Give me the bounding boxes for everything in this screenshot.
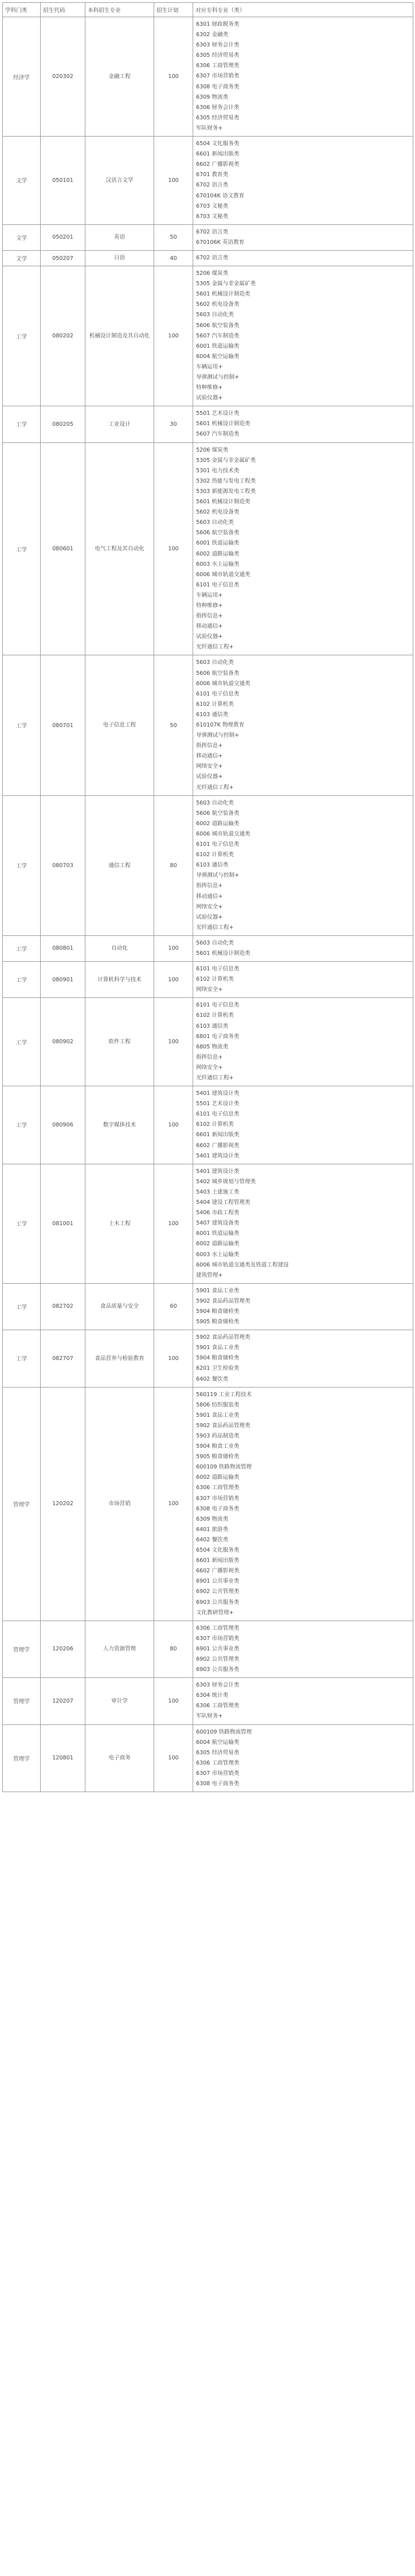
- specialty-item: 建筑管理+: [196, 1272, 223, 1279]
- specialty-item: 6102 计算机类: [196, 1012, 234, 1019]
- specialty-item: 特种维修+: [196, 602, 223, 609]
- row-code: 120801: [41, 1724, 85, 1792]
- specialty-item: 5902 食品药品管理类: [196, 1422, 250, 1429]
- row-category: 文学: [3, 250, 41, 266]
- row-category: 管理学: [3, 1678, 41, 1724]
- row-code: 050201: [41, 224, 85, 250]
- specialty-item: 6504 文化服务类: [196, 141, 240, 147]
- row-category: 工学: [3, 1330, 41, 1387]
- row-code: 080205: [41, 406, 85, 442]
- specialty-item: 5606 航空装备类: [196, 810, 240, 817]
- row-category: 工学: [3, 795, 41, 935]
- table-row: [3, 1724, 413, 1792]
- row-plan: 100: [154, 962, 193, 998]
- specialty-item: 6601 新闻出版类: [196, 1557, 240, 1564]
- specialty-item: 车辆运用+: [196, 592, 223, 599]
- specialty-item: 6002 道路运输类: [196, 550, 240, 557]
- specialty-item: 5601 机械设计制造类: [196, 291, 250, 298]
- table-row: [3, 795, 413, 935]
- specialty-item: 5905 粮食储检类: [196, 1454, 240, 1460]
- table-row: [3, 1621, 413, 1677]
- specialty-item: 5601 机械设计制造类: [196, 499, 250, 506]
- row-major: 通信工程: [85, 795, 154, 935]
- row-category: 工学: [3, 1086, 41, 1164]
- row-specialties: [193, 224, 413, 250]
- row-major: 汉语言文学: [85, 137, 154, 225]
- specialty-item: 6805 物流类: [196, 1043, 229, 1050]
- specialty-item: 5603 自动化类: [196, 939, 234, 946]
- row-code: 120207: [41, 1678, 85, 1724]
- specialty-item: 5606 航空装备类: [196, 670, 240, 677]
- row-code: 120206: [41, 1621, 85, 1677]
- specialty-item: 5606 航空装备类: [196, 322, 240, 329]
- specialty-item: 6002 道路运输类: [196, 820, 240, 827]
- row-specialties: [193, 1678, 413, 1724]
- row-category: 工学: [3, 1283, 41, 1330]
- specialty-item: 6001 铁道运输类: [196, 540, 240, 547]
- specialty-item: 600109 铁路物流管理: [196, 1728, 252, 1735]
- specialty-item: 6304 统计类: [196, 1692, 229, 1699]
- row-category: 工学: [3, 266, 41, 406]
- row-code: 080801: [41, 935, 85, 961]
- row-major: 英语: [85, 224, 154, 250]
- row-plan: 100: [154, 137, 193, 225]
- specialty-item: 指挥信息+: [196, 743, 223, 749]
- row-code: 080701: [41, 655, 85, 795]
- specialty-item: 光纤通信工程+: [196, 1075, 234, 1081]
- row-plan: 100: [154, 1724, 193, 1792]
- specialty-item: 610107K 物理教育: [196, 722, 245, 728]
- specialty-item: 6307 市场营销类: [196, 1770, 240, 1777]
- header-major: 本科招生专业: [85, 3, 154, 17]
- specialty-item: 6902 公共管理类: [196, 1656, 240, 1662]
- specialty-item: 6001 铁道运输类: [196, 343, 240, 349]
- header-plan: 招生计划: [154, 3, 193, 17]
- specialty-item: 5903 药品制造类: [196, 1433, 240, 1439]
- row-plan: 100: [154, 442, 193, 655]
- specialty-item: 导弹测试与控制+: [196, 732, 240, 739]
- specialty-item: 5301 电力技术类: [196, 467, 240, 474]
- row-specialties: [193, 442, 413, 655]
- row-category: 管理学: [3, 1724, 41, 1792]
- specialty-item: 5806 纺织服装类: [196, 1401, 240, 1408]
- row-category: 工学: [3, 406, 41, 442]
- specialty-item: 6901 公共事业类: [196, 1645, 240, 1652]
- table-row: [3, 1387, 413, 1621]
- specialty-item: 6309 物流类: [196, 1516, 229, 1522]
- row-category: 工学: [3, 442, 41, 655]
- specialty-item: 6703 文秘类: [196, 213, 229, 220]
- row-specialties: [193, 406, 413, 442]
- specialty-item: 移动通信+: [196, 753, 223, 760]
- table-row: [3, 406, 413, 442]
- row-major: 日语: [85, 250, 154, 266]
- table-row: [3, 442, 413, 655]
- specialty-item: 670104K 语文教育: [196, 192, 245, 199]
- row-code: 082702: [41, 1283, 85, 1330]
- specialty-item: 5603 自动化类: [196, 519, 234, 526]
- specialty-item: 军队财务+: [196, 1713, 223, 1720]
- row-major: 土木工程: [85, 1164, 154, 1283]
- table-row: [3, 935, 413, 961]
- row-plan: 40: [154, 250, 193, 266]
- specialty-item: 6702 语言类: [196, 254, 229, 261]
- specialty-item: 试验仪器+: [196, 634, 223, 640]
- specialty-item: 600109 铁路物流管理: [196, 1464, 252, 1471]
- specialty-item: 5305 金属与非金属矿类: [196, 281, 256, 287]
- specialty-item: 导弹测试与控制+: [196, 374, 240, 380]
- row-code: 050207: [41, 250, 85, 266]
- specialty-item: 5901 食品工业类: [196, 1287, 240, 1294]
- specialty-item: 6002 道路运输类: [196, 1474, 240, 1481]
- specialty-item: 导弹测试与控制+: [196, 872, 240, 879]
- header-code: 招生代码: [41, 3, 85, 17]
- table-row: [3, 998, 413, 1086]
- row-category: 工学: [3, 935, 41, 961]
- specialty-item: 6308 电子商务类: [196, 1781, 240, 1787]
- table-body: [3, 17, 413, 1792]
- specialty-item: 网络安全+: [196, 763, 223, 770]
- specialty-item: 6001 铁道运输类: [196, 1230, 240, 1237]
- row-code: 120202: [41, 1387, 85, 1621]
- row-category: 管理学: [3, 1621, 41, 1677]
- specialty-item: 5901 食品工业类: [196, 1345, 240, 1351]
- row-specialties: [193, 250, 413, 266]
- specialty-item: 6004 航空运输类: [196, 353, 240, 360]
- specialty-item: 车辆运用+: [196, 363, 223, 370]
- row-category: 工学: [3, 998, 41, 1086]
- specialty-item: 6101 电子信息类: [196, 841, 240, 848]
- row-major: 机械设计制造及其自动化: [85, 266, 154, 406]
- specialty-item: 6401 旅游类: [196, 1526, 229, 1533]
- specialty-item: 6101 电子信息类: [196, 690, 240, 697]
- row-specialties: [193, 137, 413, 225]
- row-specialties: [193, 1724, 413, 1792]
- specialty-item: 移动通信+: [196, 623, 223, 630]
- specialty-item: 6402 餐饮类: [196, 1376, 229, 1382]
- specialty-item: 6702 语言类: [196, 228, 229, 235]
- specialty-item: 5902 食品药品管理类: [196, 1297, 250, 1304]
- specialty-item: 移动通信+: [196, 893, 223, 900]
- specialty-item: 网络安全+: [196, 986, 223, 993]
- specialty-item: 6307 市场营销类: [196, 1495, 240, 1502]
- row-specialties: [193, 1086, 413, 1164]
- specialty-item: 指挥信息+: [196, 883, 223, 889]
- specialty-item: 6006 城市轨道交通类: [196, 571, 250, 578]
- specialty-item: 5902 食品药品管理类: [196, 1334, 250, 1341]
- specialty-item: 网络安全+: [196, 1064, 223, 1071]
- specialty-item: 6601 新闻出版类: [196, 151, 240, 158]
- header-category: 学科门类: [3, 3, 41, 17]
- header-specialties: 对应专科专业（类）: [193, 3, 413, 17]
- row-specialties: [193, 1164, 413, 1283]
- row-plan: 80: [154, 1621, 193, 1677]
- specialty-item: 5905 粮食储检类: [196, 1319, 240, 1326]
- specialty-item: 6306 财务会计类: [196, 104, 240, 111]
- row-major: 自动化: [85, 935, 154, 961]
- table-row: [3, 655, 413, 795]
- row-category: 文学: [3, 224, 41, 250]
- specialty-item: 670106K 英语教育: [196, 239, 245, 246]
- specialty-item: 6004 航空运输类: [196, 1739, 240, 1746]
- table-row: [3, 224, 413, 250]
- specialty-item: 5901 食品工业类: [196, 1412, 240, 1419]
- row-major: 市场营销: [85, 1387, 154, 1621]
- specialty-item: 6003 水上运输类: [196, 561, 240, 568]
- row-specialties: [193, 1621, 413, 1677]
- specialty-item: 6102 计算机类: [196, 976, 234, 983]
- row-plan: 100: [154, 1330, 193, 1387]
- specialty-item: 560119 工业工程技术: [196, 1391, 252, 1398]
- row-specialties: [193, 962, 413, 998]
- row-plan: 100: [154, 1164, 193, 1283]
- specialty-item: 5305 金属与非金属矿类: [196, 457, 256, 464]
- table-row: [3, 1164, 413, 1283]
- specialty-item: 6703 文秘类: [196, 203, 229, 209]
- row-plan: 30: [154, 406, 193, 442]
- specialty-item: 6305 经济贸易类: [196, 1749, 240, 1756]
- row-specialties: [193, 17, 413, 137]
- specialty-item: 6303 财务会计类: [196, 42, 240, 49]
- row-plan: 100: [154, 266, 193, 406]
- table-row: [3, 1283, 413, 1330]
- row-plan: 100: [154, 935, 193, 961]
- row-major: 数字媒体技术: [85, 1086, 154, 1164]
- row-major: 电子信息工程: [85, 655, 154, 795]
- specialty-item: 6902 公共管理类: [196, 1588, 240, 1595]
- specialty-item: 光纤通信工程+: [196, 644, 234, 651]
- row-major: 电气工程及其自动化: [85, 442, 154, 655]
- specialty-item: 6102 计算机类: [196, 701, 234, 708]
- table-row: [3, 962, 413, 998]
- specialty-item: 6303 财务会计类: [196, 1682, 240, 1689]
- specialty-item: 6801 电子商务类: [196, 1033, 240, 1040]
- specialty-item: 6103 通信类: [196, 1023, 229, 1029]
- row-code: 080902: [41, 998, 85, 1086]
- specialty-item: 5904 粮食工业类: [196, 1443, 240, 1450]
- specialty-item: 光纤通信工程+: [196, 924, 234, 931]
- specialty-item: 6305 经济贸易类: [196, 52, 240, 59]
- specialty-item: 指挥信息+: [196, 613, 223, 620]
- specialty-item: 6307 市场营销类: [196, 73, 240, 80]
- row-major: 人力资源管理: [85, 1621, 154, 1677]
- specialty-item: 5602 机电设备类: [196, 301, 240, 308]
- row-major: 计算机科学与技术: [85, 962, 154, 998]
- specialty-item: 指挥信息+: [196, 1054, 223, 1060]
- row-code: 080901: [41, 962, 85, 998]
- specialty-item: 5904 粮食储检类: [196, 1355, 240, 1362]
- row-category: 工学: [3, 962, 41, 998]
- specialty-item: 6701 教育类: [196, 172, 229, 178]
- row-plan: 50: [154, 224, 193, 250]
- specialty-item: 6602 广播影视类: [196, 161, 240, 168]
- specialty-item: 5501 艺术设计类: [196, 1101, 240, 1108]
- specialty-item: 5606 航空装备类: [196, 530, 240, 537]
- specialty-item: 6006 城市轨道交通类: [196, 680, 250, 687]
- specialty-item: 文化教研管理+: [196, 1609, 234, 1616]
- specialty-item: 6101 电子信息类: [196, 1111, 240, 1118]
- specialty-item: 5501 艺术设计类: [196, 410, 240, 417]
- specialty-item: 6504 文化服务类: [196, 1547, 240, 1554]
- table-row: [3, 1678, 413, 1724]
- specialty-item: 6301 财政税务类: [196, 21, 240, 28]
- table-header-row: [3, 3, 413, 17]
- specialty-item: 6309 物流类: [196, 94, 229, 100]
- specialty-item: 6901 公共事业类: [196, 1578, 240, 1585]
- specialty-item: 5401 建筑设计类: [196, 1152, 240, 1159]
- specialty-item: 5206 煤炭类: [196, 270, 229, 277]
- specialty-item: 试验仪器+: [196, 395, 223, 402]
- specialty-item: 6702 语言类: [196, 182, 229, 189]
- row-major: 软件工程: [85, 998, 154, 1086]
- specialty-item: 6306 工商管理类: [196, 63, 240, 69]
- specialty-item: 5601 机械设计制造类: [196, 950, 250, 957]
- row-plan: 100: [154, 17, 193, 137]
- specialty-item: 6903 公共服务类: [196, 1599, 240, 1606]
- specialty-item: 特种维修+: [196, 384, 223, 391]
- specialty-item: 5601 机械设计制造类: [196, 421, 250, 428]
- specialty-item: 6101 电子信息类: [196, 581, 240, 588]
- specialty-item: 6306 工商管理类: [196, 1703, 240, 1709]
- specialty-item: 6307 市场营销类: [196, 1635, 240, 1642]
- row-specialties: [193, 935, 413, 961]
- specialty-item: 6306 工商管理类: [196, 1485, 240, 1491]
- row-major: 金融工程: [85, 17, 154, 137]
- specialty-item: 5406 市政工程类: [196, 1210, 240, 1217]
- specialty-item: 5303 新能源发电工程类: [196, 488, 256, 495]
- row-specialties: [193, 795, 413, 935]
- row-plan: 60: [154, 1283, 193, 1330]
- row-code: 082707: [41, 1330, 85, 1387]
- specialty-item: 5603 自动化类: [196, 312, 234, 318]
- specialty-item: 6002 道路运输类: [196, 1241, 240, 1248]
- row-plan: 100: [154, 1387, 193, 1621]
- row-plan: 80: [154, 795, 193, 935]
- specialty-item: 5302 热能与发电工程类: [196, 477, 256, 484]
- row-specialties: [193, 1387, 413, 1621]
- specialty-item: 5407 建筑设备类: [196, 1220, 240, 1227]
- table-row: [3, 1086, 413, 1164]
- specialty-item: 5401 建筑设计类: [196, 1168, 240, 1175]
- specialty-item: 6601 新闻出版类: [196, 1132, 240, 1139]
- table-row: [3, 137, 413, 225]
- row-specialties: [193, 1330, 413, 1387]
- specialty-item: 5404 建设工程管理类: [196, 1199, 250, 1206]
- specialty-item: 6306 工商管理类: [196, 1759, 240, 1766]
- specialty-item: 6006 城市轨道交通类: [196, 830, 250, 837]
- row-code: 080601: [41, 442, 85, 655]
- specialty-item: 6103 通信类: [196, 862, 229, 869]
- specialty-item: 6302 金融类: [196, 32, 229, 38]
- row-code: 080703: [41, 795, 85, 935]
- specialty-item: 6903 公共服务类: [196, 1666, 240, 1673]
- row-category: 工学: [3, 1164, 41, 1283]
- specialty-item: 6006 城市轨道交通类及铁道工程建设: [196, 1261, 289, 1268]
- row-major: 电子商务: [85, 1724, 154, 1792]
- specialty-item: 6101 电子信息类: [196, 1002, 240, 1009]
- specialty-item: 军队财务+: [196, 125, 223, 131]
- specialty-item: 6602 广播影视类: [196, 1142, 240, 1149]
- table-row: [3, 1330, 413, 1387]
- row-code: 081001: [41, 1164, 85, 1283]
- table-row: [3, 17, 413, 137]
- specialty-item: 6102 计算机类: [196, 852, 234, 858]
- specialty-item: 5401 建筑设计类: [196, 1090, 240, 1097]
- row-code: 080906: [41, 1086, 85, 1164]
- admission-table: [2, 2, 413, 1792]
- specialty-item: 6102 计算机类: [196, 1121, 234, 1128]
- specialty-item: 5904 粮食储检类: [196, 1308, 240, 1315]
- row-code: 080202: [41, 266, 85, 406]
- specialty-item: 5602 机电设备类: [196, 509, 240, 516]
- row-category: 文学: [3, 137, 41, 225]
- table-row: [3, 250, 413, 266]
- row-category: 工学: [3, 655, 41, 795]
- table-row: [3, 266, 413, 406]
- specialty-item: 光纤通信工程+: [196, 784, 234, 791]
- row-major: 食品营养与检验教育: [85, 1330, 154, 1387]
- row-specialties: [193, 655, 413, 795]
- specialty-item: 6003 水上运输类: [196, 1251, 240, 1258]
- specialty-item: 6103 通信类: [196, 711, 229, 718]
- specialty-item: 6402 餐饮类: [196, 1536, 229, 1543]
- row-code: 020302: [41, 17, 85, 137]
- row-major: 食品质量与安全: [85, 1283, 154, 1330]
- row-plan: 100: [154, 998, 193, 1086]
- specialty-item: 6101 电子信息类: [196, 966, 240, 973]
- specialty-item: 网络安全+: [196, 903, 223, 910]
- specialty-item: 6602 广播影视类: [196, 1568, 240, 1575]
- row-major: 工业设计: [85, 406, 154, 442]
- row-major: 审计学: [85, 1678, 154, 1724]
- specialty-item: 6201 卫生检验类: [196, 1365, 240, 1372]
- row-plan: 50: [154, 655, 193, 795]
- specialty-item: 5206 煤炭类: [196, 446, 229, 453]
- specialty-item: 5603 自动化类: [196, 659, 234, 666]
- row-specialties: [193, 1283, 413, 1330]
- specialty-item: 5403 土建施工类: [196, 1188, 240, 1195]
- specialty-item: 6308 电子商务类: [196, 1505, 240, 1512]
- row-category: 管理学: [3, 1387, 41, 1621]
- specialty-item: 6306 工商管理类: [196, 1625, 240, 1631]
- specialty-item: 试验仪器+: [196, 774, 223, 780]
- row-code: 050101: [41, 137, 85, 225]
- specialty-item: 6308 电子商务类: [196, 83, 240, 90]
- row-plan: 100: [154, 1678, 193, 1724]
- specialty-item: 5607 汽车制造类: [196, 332, 240, 339]
- row-plan: 100: [154, 1086, 193, 1164]
- row-specialties: [193, 266, 413, 406]
- specialty-item: 5402 城乡规划与管理类: [196, 1178, 256, 1185]
- specialty-item: 5607 汽车制造类: [196, 431, 240, 438]
- specialty-item: 5603 自动化类: [196, 799, 234, 806]
- specialty-item: 试验仪器+: [196, 914, 223, 920]
- specialty-item: 6305 经济贸易类: [196, 114, 240, 121]
- row-category: 经济学: [3, 17, 41, 137]
- row-specialties: [193, 998, 413, 1086]
